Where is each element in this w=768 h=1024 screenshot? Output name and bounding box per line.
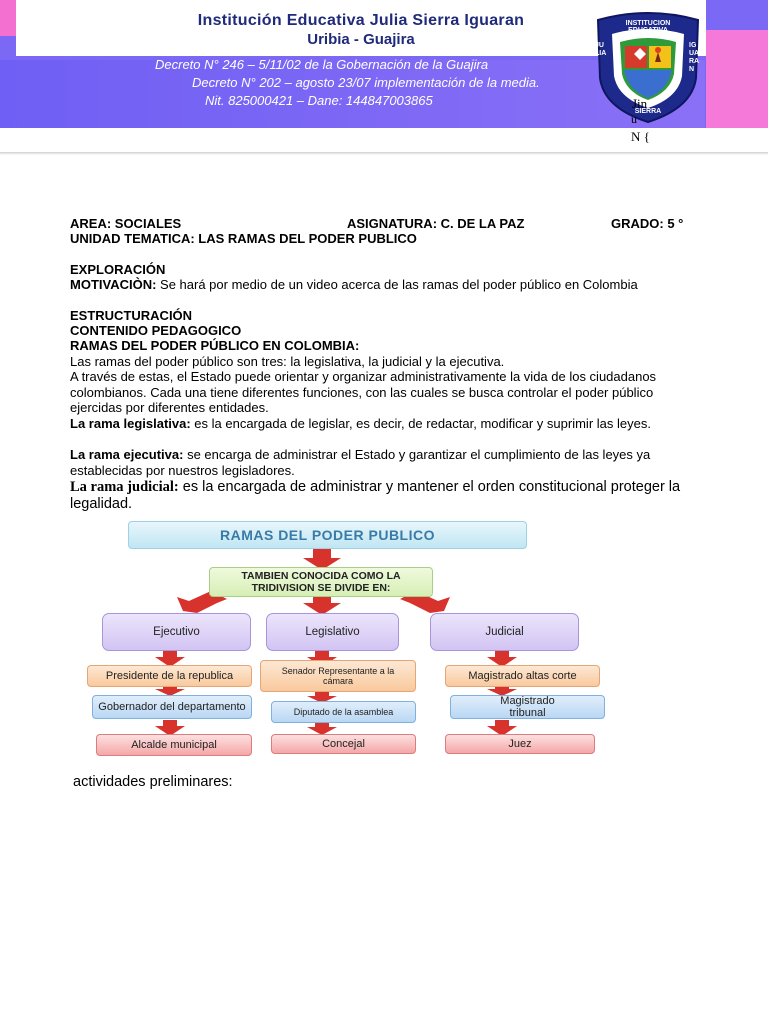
ejecutivo-item-2: Gobernador del departamento bbox=[92, 695, 252, 719]
seal-right-text: IGUARAN bbox=[689, 42, 700, 73]
contenido-heading: CONTENIDO PEDAGOGICO bbox=[70, 323, 242, 338]
exploracion-heading: EXPLORACIÓN bbox=[70, 262, 166, 277]
header-pink-accent-left bbox=[0, 0, 16, 36]
seal-bottom-text: SIERRA bbox=[634, 108, 662, 115]
seal-left-text: JULIA bbox=[595, 42, 607, 57]
legislativa-text: es la encargada de legislar, es decir, de redactar, modificar y suprimir las leyes. bbox=[190, 416, 651, 431]
branch-legislativo: Legislativo bbox=[266, 613, 399, 651]
actividades-heading: actividades preliminares: bbox=[73, 774, 233, 790]
diagram-subtitle: TAMBIEN CONOCIDA COMO LA TRIDIVISION SE DIVIDE EN: bbox=[209, 567, 433, 597]
legislativo-item-2: Diputado de la asamblea bbox=[271, 701, 416, 723]
seal-overlay-text-2: u bbox=[631, 112, 637, 126]
seal-overlay-text-3: N { bbox=[631, 129, 650, 144]
ejecutivo-item-1: Presidente de la republica bbox=[87, 665, 252, 687]
judicial-item-2: Magistrado tribunal bbox=[450, 695, 605, 719]
branch-ejecutivo: Ejecutivo bbox=[102, 613, 251, 651]
institution-location: Uribia - Guajira bbox=[307, 31, 415, 48]
seal-top-text: INSTITUCION EDUCATIVA bbox=[625, 20, 671, 34]
institution-name: Institución Educativa Julia Sierra Iguaran bbox=[197, 12, 525, 29]
school-seal bbox=[592, 12, 704, 124]
header-pink-accent-right bbox=[706, 30, 768, 128]
decree-line-1: Decreto N° 246 – 5/11/02 de la Gobernación de la Guajira bbox=[155, 57, 489, 72]
judicial-paragraph bbox=[70, 479, 700, 513]
grado-label: GRADO: 5 ° bbox=[611, 216, 684, 231]
legislativa-paragraph bbox=[70, 416, 700, 432]
description-paragraph: A través de estas, el Estado puede orientar y organizar administrativamente la vida de los ciudadanos colombianos. Cada una tiene diferentes funciones, con las cuales se busca controlar el poder público ejercidas por diferentes entidades. bbox=[70, 369, 657, 415]
seal-overlay-text-1: Jin bbox=[632, 96, 648, 111]
asignatura-label: ASIGNATURA: C. DE LA PAZ bbox=[347, 216, 525, 231]
decree-line-2: Decreto N° 202 – agosto 23/07 implementación de la media. bbox=[192, 75, 540, 90]
branch-judicial: Judicial bbox=[430, 613, 579, 651]
judicial-item-1: Magistrado altas corte bbox=[445, 665, 600, 687]
header-divider bbox=[0, 152, 768, 155]
legislativo-item-3: Concejal bbox=[271, 734, 416, 754]
ramas-diagram bbox=[86, 518, 606, 763]
ejecutiva-text: se encarga de administrar el Estado y garantizar el cumplimiento de las leyes ya establecidas por nuestros legisladores. bbox=[70, 447, 651, 478]
estructuracion-heading: ESTRUCTURACIÓN bbox=[70, 308, 193, 323]
ejecutivo-item-3: Alcalde municipal bbox=[96, 734, 252, 756]
intro-paragraph: Las ramas del poder público son tres: la legislativa, la judicial y la ejecutiva. bbox=[70, 354, 505, 369]
diagram-title: RAMAS DEL PODER PUBLICO bbox=[128, 521, 527, 549]
unidad-tematica: UNIDAD TEMATICA: LAS RAMAS DEL PODER PUBLICO bbox=[70, 231, 417, 246]
judicial-text: es la encargada de administrar y mantener el orden constitucional proteger la legalidad. bbox=[70, 479, 681, 512]
nit-line: Nit. 825000421 – Dane: 144847003865 bbox=[205, 93, 433, 108]
legislativo-item-1: Senador Representante a la cámara bbox=[260, 660, 416, 692]
area-label: AREA: SOCIALES bbox=[70, 216, 182, 231]
ejecutiva-paragraph bbox=[70, 447, 700, 478]
motivacion-line bbox=[70, 277, 638, 293]
motivacion-text: Se hará por medio de un video acerca de las ramas del poder público en Colombia bbox=[156, 277, 638, 292]
motivacion-label: MOTIVACIÒN: bbox=[70, 277, 157, 292]
ramas-heading: RAMAS DEL PODER PÚBLICO EN COLOMBIA: bbox=[70, 338, 360, 353]
ejecutiva-label: La rama ejecutiva: bbox=[70, 447, 184, 462]
arrow-to-legislativo bbox=[303, 595, 341, 615]
judicial-label: La rama judicial: bbox=[70, 479, 179, 495]
legislativa-label: La rama legislativa: bbox=[70, 416, 191, 431]
judicial-item-3: Juez bbox=[445, 734, 595, 754]
